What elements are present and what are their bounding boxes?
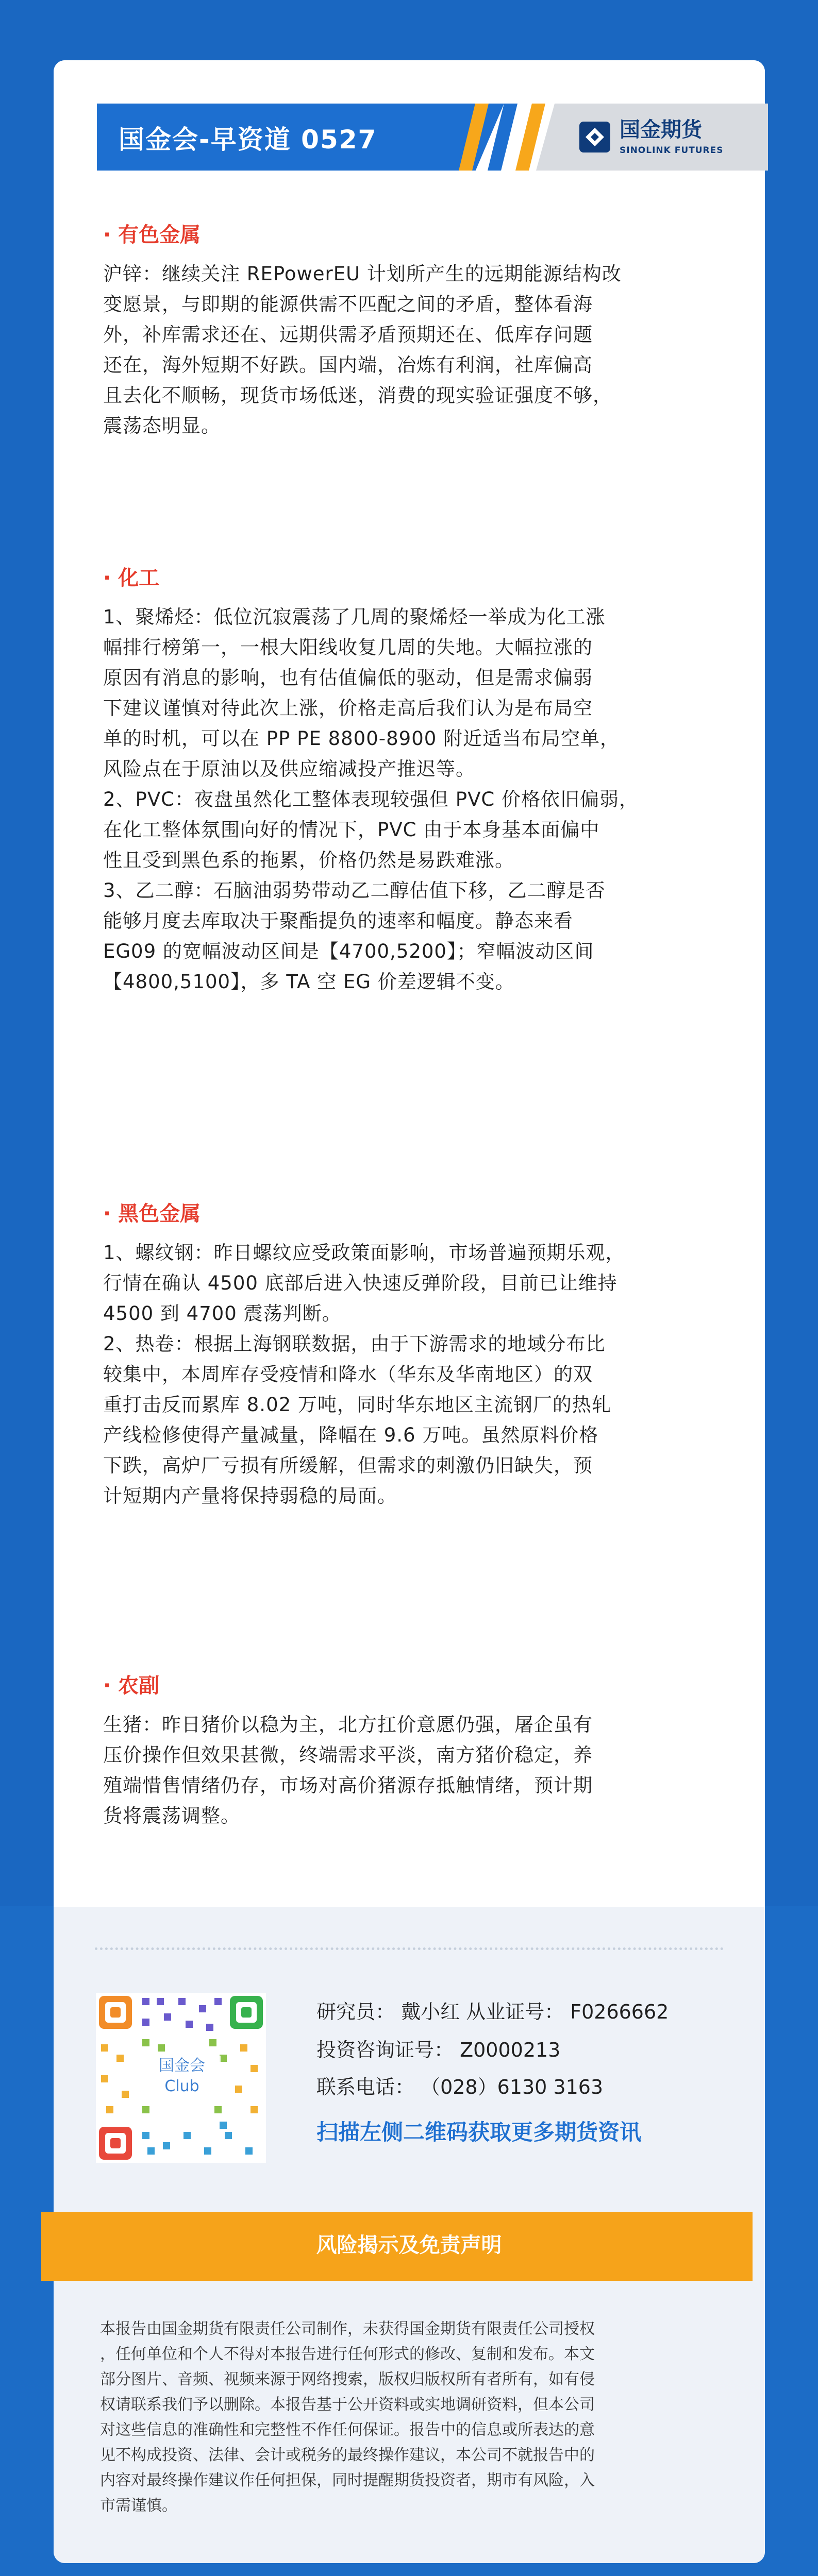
text-line: 计短期内产量将保持弱稳的局面。	[103, 1485, 397, 1507]
text-line: EG09 的宽幅波动区间是【4700,5200】；窄幅波动区间	[103, 940, 594, 962]
text-line: 下建议谨慎对待此次上涨，价格走高后我们认为是布局空	[103, 697, 593, 719]
disclaimer-line: 权请联系我们予以删除。本报告基于公开资料或实地调研资料，但本公司	[100, 2396, 595, 2414]
researcher-info: 研究员： 戴小红 从业证号： F0266662	[316, 2001, 669, 2023]
section-title-agri: · 农副	[103, 1674, 160, 1698]
text-line: 殖端惜售情绪仍存，市场对高价猪源存抵触情绪，预计期	[103, 1774, 593, 1797]
text-line: 还在，海外短期不好跌。国内端，冶炼有利润，社库偏高	[103, 354, 593, 376]
text-line: 在化工整体氛围向好的情况下，PVC 由于本身基本面偏中	[103, 819, 600, 841]
text-line: 幅排行榜第一，一根大阳线收复几周的失地。大幅拉涨的	[103, 636, 593, 658]
text-line: 单的时机，可以在 PP PE 8800-8900 附近适当布局空单，	[103, 727, 620, 750]
disclaimer-line: 对这些信息的准确性和完整性不作任何保证。报告中的信息或所表达的意	[100, 2421, 595, 2439]
disclaimer-line: 市需谨慎。	[100, 2497, 177, 2515]
scan-qr-cta: 扫描左侧二维码获取更多期货资讯	[316, 2120, 642, 2145]
text-line: 产线检修使得产量减量，降幅在 9.6 万吨。虽然原料价格	[103, 1424, 599, 1446]
disclaimer-line: 内容对最终操作建议作任何担保，同时提醒期货投资者，期市有风险，入	[100, 2471, 595, 2489]
section-title-ferrous: · 黑色金属	[103, 1202, 201, 1226]
text-line: 外，补库需求还在、远期供需矛盾预期还在、低库存问题	[103, 324, 593, 346]
qr-center-label	[143, 2056, 221, 2102]
text-line: 性且受到黑色系的拖累，价格仍然是易跌难涨。	[103, 849, 514, 871]
text-line: 震荡态明显。	[103, 415, 221, 437]
text-line: 较集中，本周库存受疫情和降水（华东及华南地区）的双	[103, 1363, 593, 1385]
consult-license: 投资咨询证号： Z0000213	[316, 2039, 561, 2061]
disclaimer-line: 部分图片、音频、视频来源于网络搜索，版权归版权所有者所有，如有侵	[100, 2370, 595, 2388]
text-line: 且去化不顺畅，现货市场低迷，消费的现实验证强度不够，	[103, 384, 612, 406]
section-body-chemical	[103, 602, 773, 997]
text-line: 沪锌：继续关注 REPowerEU 计划所产生的远期能源结构改	[103, 263, 622, 285]
text-line: 1、螺纹钢：昨日螺纹应受政策面影响，市场普遍预期乐观，	[103, 1242, 625, 1264]
section-title-chemical: · 化工	[103, 566, 160, 590]
page-title: 国金会-早资道 0527	[119, 125, 377, 155]
qr-label-line: 国金会	[159, 2057, 205, 2075]
section-body-nonferrous	[103, 259, 773, 441]
text-line: 变愿景，与即期的能源供需不匹配之间的矛盾，整体看海	[103, 293, 593, 315]
section-body-ferrous	[103, 1238, 773, 1511]
disclaimer-text	[100, 2316, 770, 2518]
sinolink-logo-icon	[577, 120, 612, 155]
text-line: 风险点在于原油以及供应缩减投产推迟等。	[103, 758, 475, 780]
section-title-nonferrous: · 有色金属	[103, 223, 201, 247]
text-line: 4500 到 4700 震荡判断。	[103, 1302, 342, 1325]
text-line: 2、PVC：夜盘虽然化工整体表现较强但 PVC 价格依旧偏弱，	[103, 788, 639, 810]
text-line: 3、乙二醇：石脑油弱势带动乙二醇估值下移，乙二醇是否	[103, 879, 606, 902]
text-line: 生猪：昨日猪价以稳为主，北方扛价意愿仍强，屠企虽有	[103, 1714, 593, 1736]
disclaimer-line: ，任何单位和个人不得对本报告进行任何形式的修改、复制和发布。本文	[100, 2345, 595, 2363]
disclaimer-line: 本报告由国金期货有限责任公司制作，未获得国金期货有限责任公司授权	[100, 2320, 595, 2338]
risk-disclosure-title: 风险揭示及免责声明	[316, 2233, 502, 2257]
text-line: 1、聚烯烃：低位沉寂震荡了几周的聚烯烃一举成为化工涨	[103, 606, 606, 628]
text-line: 货将震荡调整。	[103, 1805, 240, 1827]
text-line: 能够月度去库取决于聚酯提负的速率和幅度。静态来看	[103, 910, 573, 932]
disclaimer-line: 见不构成投资、法律、会计或税务的最终操作建议，本公司不就报告中的	[100, 2446, 595, 2464]
section-body-agri	[103, 1709, 773, 1831]
dotted-divider	[95, 1947, 724, 1950]
text-line: 行情在确认 4500 底部后进入快速反弹阶段，目前已让维持	[103, 1272, 617, 1294]
logo-text-cn: 国金期货	[620, 118, 702, 142]
contact-phone: 联系电话： （028）6130 3163	[316, 2076, 604, 2098]
logo-text-en: SINOLINK FUTURES	[620, 145, 724, 156]
text-line: 【4800,5100】，多 TA 空 EG 价差逻辑不变。	[103, 971, 515, 993]
text-line: 重打击反而累库 8.02 万吨，同时华东地区主流钢厂的热轧	[103, 1394, 611, 1416]
qr-label-line: Club	[164, 2077, 199, 2095]
text-line: 下跌，高炉厂亏损有所缓解，但需求的刺激仍旧缺失，预	[103, 1454, 593, 1477]
text-line: 原因有消息的影响，也有估值偏低的驱动，但是需求偏弱	[103, 667, 593, 689]
text-line: 压价操作但效果甚微，终端需求平淡，南方猪价稳定，养	[103, 1744, 593, 1766]
text-line: 2、热卷：根据上海钢联数据，由于下游需求的地域分布比	[103, 1333, 606, 1355]
